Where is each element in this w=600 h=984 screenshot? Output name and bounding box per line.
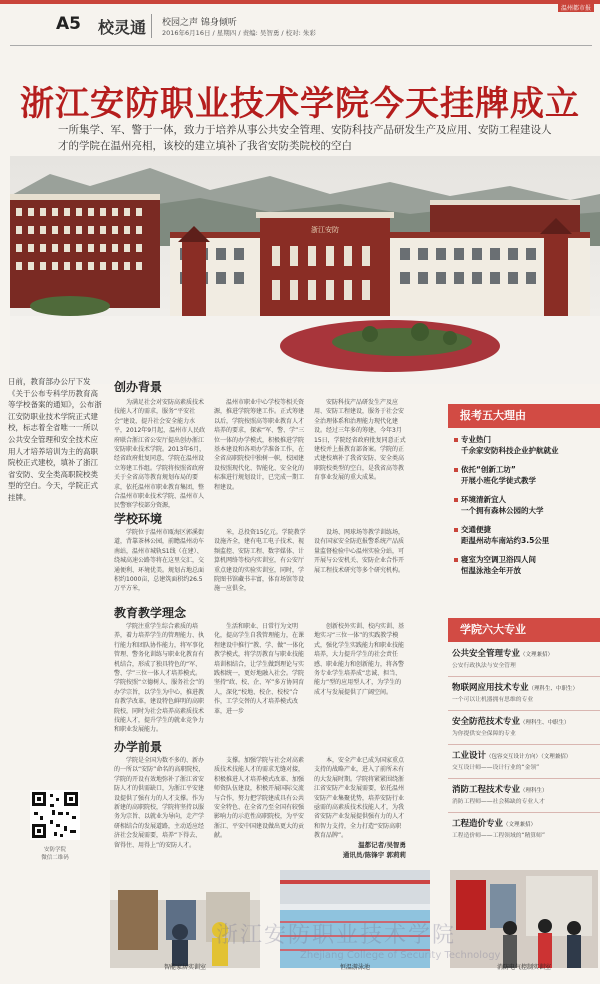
byline-reporter: 温都记者/吴智勇: [358, 841, 406, 849]
major-desc: 消防工程师——社会稀缺的专业人才: [452, 799, 545, 805]
watermark-logo-text: 浙江安防职业技术学院: [216, 923, 457, 948]
body-column: 温州市职业中心学校等相关资源，推进学院筹建工作。正式筹建以后，学院按照高等职业教育人才培养的要求，探索“军、警、学”三位一体的办学模式，积极推进学院基本建设和各项办学准备工作，在全省高职院校中独树一帜，校园建设按照现代化、智能化、安全化的标准进行规划设计，已完成一期工程建设。: [214, 399, 305, 491]
major-item: [448, 648, 600, 676]
major-name: 物联网应用技术专业: [452, 683, 529, 693]
major-code: （包容交互设计方向）（文理兼招）: [486, 754, 572, 760]
major-item: [448, 677, 600, 710]
bullet-icon: [454, 468, 458, 472]
major-code: （理科生）: [520, 788, 548, 794]
header-rule: [10, 45, 592, 46]
body-column: 生活和职业、日常行为文明化，提高学生自我管理能力，在课程建设中推行“教、学、做”一体化教学模式，将学历教育与职业技能培训相结合，让学生做到理论与实践相统一，更好地融入社会。学院坚持“政、校、企、军”多方协同育人，深化“校地、校企、校校”合作，工学交替的人才培养模式改革，进一步: [214, 623, 305, 715]
deck: 一所集学、军、警于一体，致力于培养从事公共安全管理、安防科技产品研发生产及应用、安防工程建设人才的学院在温州亮相，该校的建立填补了我省安防类院校的空白: [58, 124, 552, 152]
major-desc: 一个可以让机器拥有思维的专业: [452, 697, 534, 703]
majors-header: 学院六大专业: [448, 618, 600, 642]
major-desc: 工程造价师——工程领域的“精算师”: [452, 833, 545, 839]
section-heading-prospects: 办学前景: [114, 740, 163, 754]
lede-paragraph: 日前，教育部办公厅下发《关于公布专科学历教育高等学校备案的通知》，公布浙江安防职业技术学院正式建校，标志着全省唯一一所以公共安全管理和安全技术应用人才培养培训为主的高职院校正式建校，填补了浙江省安防、安全类高职院校类型的空白。今天，学院正式挂牌。: [8, 377, 102, 502]
reason-item: [454, 464, 600, 486]
reason-title: 交通便捷: [461, 525, 491, 534]
reason-item: [454, 554, 600, 576]
campus-illustration: [10, 156, 600, 384]
section-subtitle: 校园之声 锦身倾听: [162, 18, 237, 28]
reason-sub: 一个拥有森林公园的大学: [461, 506, 544, 515]
section-title: 校灵通: [98, 18, 147, 37]
major-name: 安全防范技术专业: [452, 717, 521, 727]
reason-sub: 千余家安防科技企业护航就业: [461, 446, 559, 455]
major-item: [448, 779, 600, 812]
body-column: 学院是全国为数不多的、新办的一所以“安防”命名的高职院校，学院的开设有效地弥补了浙江省安防人才的供需缺口，为浙江平安建设提供了强有力的人才支撑。作为新建的高职院校，学院将坚持以服务为宗旨、以就业为导向，走产学研相结合的发展道路，主动适应经济社会发展需要，培养“下得去、留得住、用得上”的安防人才。: [114, 757, 205, 849]
reason-sub: 开展小班化学徒式教学: [461, 476, 536, 485]
reason-sub: 距温州动车南站约3.5公里: [461, 536, 550, 545]
body-column: 为满足社会对安防高素质技术技能人才的需求，服务“平安社会”建设，提升社会安全能力水平，2012年9月起，温州市人民政府联合浙江省公安厅提出创办浙江安防职业技术学院。2013年6月，经省政府批复同意，学院在温州设立筹建工作组。学院将按照省政府关于全省高等教育规划布局的要求，依托温州市职业教育集团，整合温州市职业技术学院、温州市人民警察学校部分资源，: [114, 399, 206, 510]
bullet-icon: [454, 558, 458, 562]
section-heading-environment: 学校环境: [114, 512, 163, 526]
reasons-header: 报考五大理由: [448, 404, 600, 428]
reason-title: 依托“创新工坊”: [461, 465, 516, 474]
major-desc: 公安行政执法与安全管理: [452, 663, 516, 669]
major-desc: 为你提供安全保障的专业: [452, 731, 516, 737]
body-column: 学院注重学生综合素质的培养，着力培养学生的管理能力、执行能力和团队协作能力，将军事化管理、警务化训练与职业化教育有机结合，形成了独具特色的“军、警、学”三位一体人才培养模式。学院按照“立德树人、服务社会”的办学宗旨，以学生为中心，推进教育教学改革，建设特色鲜明的高职院校，同时为社会培养高素质技术技能人才，提升学生的就业竞争力和职业发展能力。: [114, 623, 205, 734]
major-name: 消防工程技术专业: [452, 785, 521, 795]
header-color-bar: [0, 0, 600, 4]
reason-item: [454, 524, 600, 546]
campus-photo: [10, 156, 600, 384]
section-heading-background: 创办背景: [114, 380, 163, 394]
major-item: [448, 813, 600, 846]
byline-correspondents: 通讯员/陈锋宇 郭莉莉: [342, 851, 406, 859]
major-desc: 交互设计师——设计行业的“金领”: [452, 765, 540, 771]
page-header: [0, 0, 600, 44]
body-column: 支撑。加强学院与社会对高素质技术技能人才的需求无缝对接，积极推进人才培养模式改革、加强师资队伍建设，积极开展国际交流与合作，努力把学院建成具有公共安全特色、在全省乃至全国有较强影响力的示范性高职院校，为平安浙江、平安中国建设做出更大的贡献。: [214, 757, 305, 840]
bullet-icon: [454, 528, 458, 532]
major-name: 工业设计: [452, 751, 487, 761]
qr-caption: [20, 846, 90, 862]
photo-caption: 消防电气控制实训室: [496, 964, 551, 971]
major-name: 公共安全管理专业: [452, 649, 521, 659]
reason-title: 环境清新宜人: [461, 495, 506, 504]
major-item: [448, 745, 600, 778]
qr-caption-line2: 微信二维码: [41, 855, 69, 861]
photo-caption: 智能家居实训室: [163, 964, 206, 971]
reason-title: 专业热门: [461, 435, 491, 444]
photo-caption: 恒温游泳池: [339, 964, 370, 971]
major-code: （理科生、中职生）: [520, 720, 570, 726]
reasons-list: [454, 434, 600, 576]
headline: 浙江安防职业技术学院今天挂牌成立: [20, 84, 580, 124]
header-divider: [151, 14, 152, 38]
bullet-icon: [454, 438, 458, 442]
dateline: 2016年6月16日 / 星期四 / 责编: 吴智勇 / 校对: 朱彩: [162, 29, 316, 37]
body-column: 安防科技产品研发生产及应用、安防工程建设，服务于社会安全治理体系和治理能力现代化建设。经过三年多的筹建，今年3月15日，学院经省政府批复同意正式建校并上报教育部备案。学院的正式建校填补了我省安防、安全类高职院校类型的空白，是我省高等教育事业发展的重大成果。: [314, 399, 406, 482]
section-heading-philosophy: 教育教学理念: [114, 606, 187, 620]
major-code: （文理兼招）: [520, 652, 554, 658]
byline: [314, 840, 406, 860]
body-column: 米，总投资15亿元。学院教学设施齐全，建有电工电子技术、视频监控、安防工程、数字媒体、计算机网络等校内实训室，有公安厅重点建设的实验实训室，同时，学院图书馆藏书丰富，体育场馆等设施一应俱全，: [214, 529, 306, 593]
major-code: （文理兼招）: [503, 822, 537, 828]
reason-title: 寝室为空调卫浴四人间: [461, 555, 536, 564]
body-column: 学院位于温州市瓯海区郭溪街道，背靠茶林公园，前瞻温州动车南站，温州市城轨S1线（在建）、绕城高速公路等将在这里交汇，交通便利、环境优美。规划占地总面积约1000亩，总建筑面积约26.5万平方米，: [114, 529, 205, 593]
bullet-icon: [454, 498, 458, 502]
reason-sub: 恒温泳池全年开放: [461, 566, 521, 575]
major-item: [448, 711, 600, 744]
watermark-english: Zhejiang College of Security Technology: [300, 950, 501, 961]
qr-code[interactable]: [30, 790, 80, 840]
body-column: 创新校外实训、校内实训、基地实习“三位一体”的实践教学模式，强化学生实践能力和职业技能培养，大力提升学生的社会责任感、职业能力和创新能力，将各警务专业学生培养成“忠诚、担当、能力”型的应用型人才，为学生的成才与发展提供了广阔空间。: [314, 623, 405, 696]
newspaper-brand: 温州都市报: [558, 3, 594, 12]
building-sign: 浙江安防: [311, 226, 339, 234]
page-number: A5: [56, 14, 81, 34]
reason-item: [454, 494, 600, 516]
major-name: 工程造价专业: [452, 819, 504, 829]
majors-list: [448, 648, 600, 846]
body-column: 本，安全产业已成为国家重点支持的战略产业，进入了前所未有的大发展时期。学院将紧紧围绕浙江省安防产业发展需要，依托温州安防产业集聚优势，培养安防行业亟需的高素质技术技能人才，为我省安防产业发展提供强有力的人才和智力支持，全力打造“安防高职教育品牌”。: [314, 757, 405, 840]
major-code: （理科生、中职生）: [528, 686, 579, 692]
qr-caption-line1: 安防学院: [43, 847, 66, 853]
reason-item: [454, 434, 600, 456]
qr-code-icon: [30, 790, 80, 840]
body-column: 设场、网球场等教学训练场，设有国家安全防范报警系统产品质量监督检验中心温州实验分站，可开展与公安机关、安防企业合作开展工程技术研究等多个研究机构。: [314, 529, 405, 574]
